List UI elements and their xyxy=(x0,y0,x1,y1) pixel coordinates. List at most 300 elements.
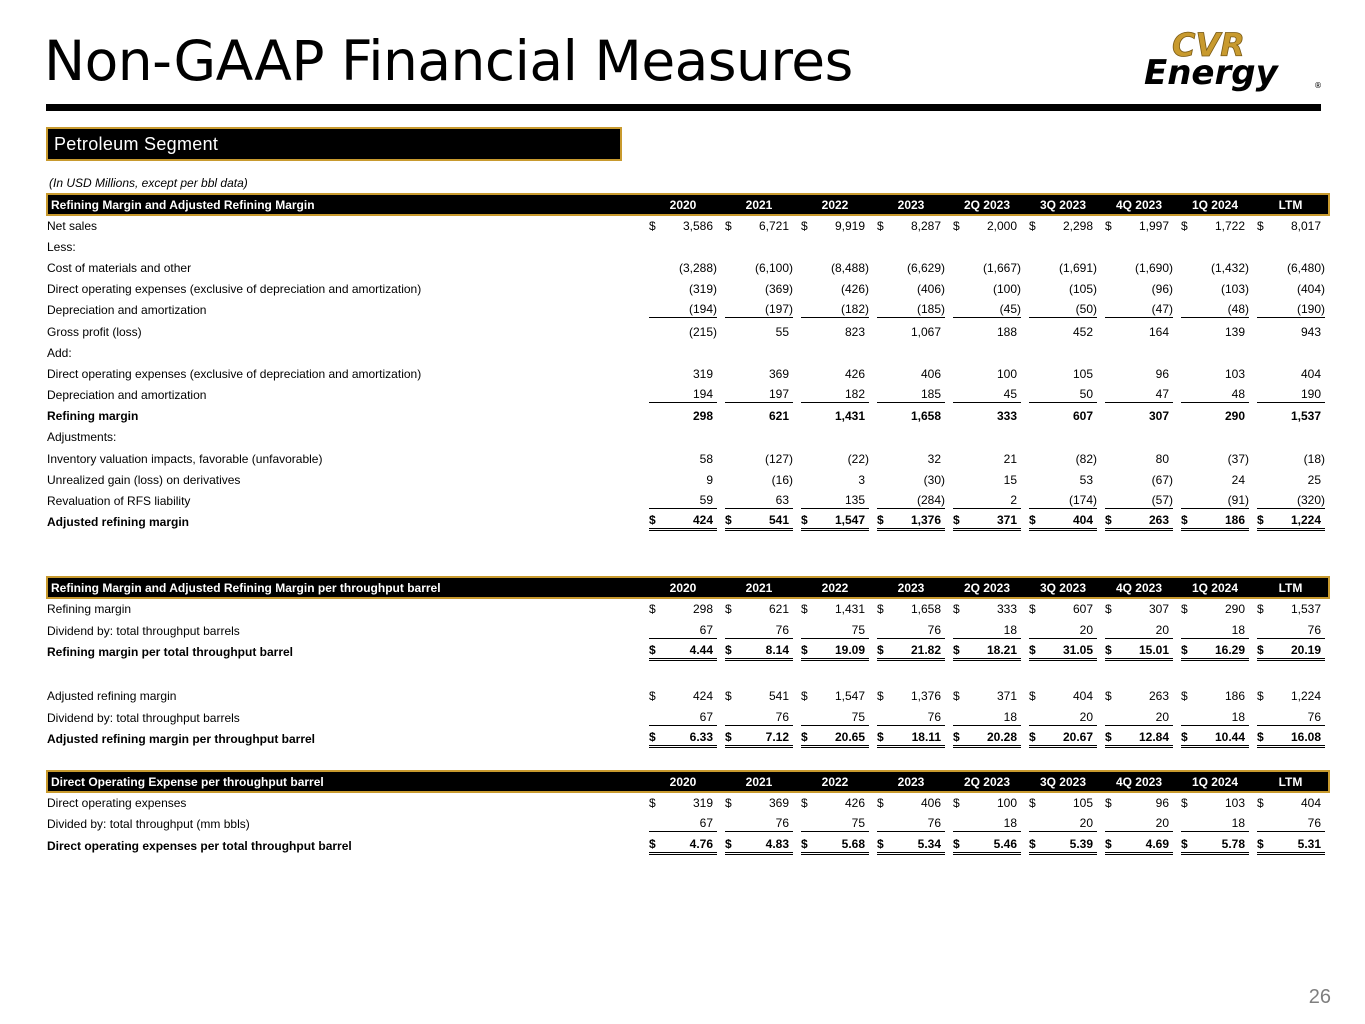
cell-value: 5.34 xyxy=(917,836,941,851)
cell-value: 424 xyxy=(692,513,713,528)
currency-symbol: $ xyxy=(649,836,656,851)
currency-symbol: $ xyxy=(725,643,732,658)
cell-value: 319 xyxy=(692,366,713,381)
cell-value: 607 xyxy=(1072,409,1093,424)
row-value xyxy=(645,385,721,406)
row-value xyxy=(645,663,721,685)
table-row xyxy=(47,685,1329,707)
row-value xyxy=(873,620,949,642)
row-label: Gross profit (loss) xyxy=(47,324,142,339)
cell-value: 5.31 xyxy=(1297,836,1321,851)
cell-value: 18 xyxy=(1231,709,1245,724)
cell-value: 76 xyxy=(1307,622,1321,637)
cell-value: 18 xyxy=(1231,622,1245,637)
row-value xyxy=(1177,363,1253,384)
column-header: 2020 xyxy=(645,194,721,215)
currency-symbol: $ xyxy=(649,643,656,658)
currency-symbol: $ xyxy=(725,602,732,617)
row-value xyxy=(645,620,721,642)
currency-symbol: $ xyxy=(953,219,960,234)
cell-value: 75 xyxy=(851,816,865,831)
cell-value: 76 xyxy=(927,622,941,637)
row-value xyxy=(1177,814,1253,836)
row-label: Depreciation and amortization xyxy=(47,388,207,403)
row-value xyxy=(721,490,797,511)
table-row xyxy=(47,663,1329,685)
cell-value: 8,287 xyxy=(910,219,941,234)
row-value xyxy=(949,792,1025,814)
cell-value: (105) xyxy=(1068,282,1097,297)
currency-symbol: $ xyxy=(953,513,960,528)
row-value xyxy=(873,257,949,278)
row-label: Adjustments: xyxy=(47,430,117,445)
cell-value: 188 xyxy=(996,324,1017,339)
cell-value: 20 xyxy=(1079,709,1093,724)
cell-value: (369) xyxy=(764,282,793,297)
row-value xyxy=(645,236,721,257)
cell-value: 1,431 xyxy=(834,409,865,424)
row-value xyxy=(1101,385,1177,406)
row-value xyxy=(1025,257,1101,278)
currency-symbol: $ xyxy=(1257,513,1264,528)
column-header: LTM xyxy=(1253,771,1329,792)
row-label: Direct operating expenses (exclusive of depreciation and amortization) xyxy=(47,366,422,381)
cell-value: (1,432) xyxy=(1210,260,1249,275)
cell-value: 75 xyxy=(851,622,865,637)
units-note: (In USD Millions, except per bbl data) xyxy=(49,176,248,190)
row-value xyxy=(1177,620,1253,642)
cell-value: 307 xyxy=(1148,602,1169,617)
table-row xyxy=(47,215,1329,236)
cell-value: 197 xyxy=(768,387,789,402)
currency-symbol: $ xyxy=(649,730,656,745)
row-value xyxy=(949,321,1025,342)
cell-value: 21.82 xyxy=(910,643,941,658)
cell-value: 541 xyxy=(768,513,789,528)
cell-value: 190 xyxy=(1300,387,1321,402)
cell-value: 15 xyxy=(1003,472,1017,487)
row-value xyxy=(1101,300,1177,321)
row-value xyxy=(1025,835,1101,857)
currency-symbol: $ xyxy=(1257,836,1264,851)
cell-value: 20.28 xyxy=(986,730,1017,745)
cell-value: 8,017 xyxy=(1290,219,1321,234)
row-value xyxy=(1177,279,1253,300)
row-value xyxy=(1101,598,1177,620)
row-value xyxy=(721,385,797,406)
row-value xyxy=(1253,792,1329,814)
table-row xyxy=(47,385,1329,406)
row-value xyxy=(797,406,873,427)
currency-symbol: $ xyxy=(1181,602,1188,617)
row-value xyxy=(721,406,797,427)
row-value xyxy=(873,406,949,427)
row-value xyxy=(1253,598,1329,620)
cell-value: (127) xyxy=(764,451,793,466)
row-value xyxy=(721,215,797,236)
cell-value: (57) xyxy=(1151,493,1173,508)
column-header: 2021 xyxy=(721,577,797,598)
currency-symbol: $ xyxy=(953,836,960,851)
row-value xyxy=(1253,406,1329,427)
title-rule xyxy=(46,104,1321,111)
currency-symbol: $ xyxy=(649,688,656,703)
cell-value: (320) xyxy=(1296,493,1325,508)
row-value xyxy=(1177,598,1253,620)
column-header: 2022 xyxy=(797,194,873,215)
table-row xyxy=(47,279,1329,300)
cell-value: 404 xyxy=(1072,513,1093,528)
cell-value: 406 xyxy=(920,796,941,811)
cell-value: 5.39 xyxy=(1069,836,1093,851)
currency-symbol: $ xyxy=(877,796,884,811)
row-value xyxy=(1101,257,1177,278)
cell-value: 404 xyxy=(1072,688,1093,703)
column-header: 2Q 2023 xyxy=(949,194,1025,215)
currency-symbol: $ xyxy=(649,219,656,234)
currency-symbol: $ xyxy=(877,219,884,234)
cell-value: 50 xyxy=(1079,387,1093,402)
row-value xyxy=(1025,792,1101,814)
cell-value: 20 xyxy=(1155,816,1169,831)
column-header: 2023 xyxy=(873,194,949,215)
row-value xyxy=(645,512,721,533)
row-value xyxy=(1025,342,1101,363)
segment-label: Petroleum Segment xyxy=(46,127,622,161)
cell-value: 1,224 xyxy=(1290,688,1321,703)
row-value xyxy=(1101,490,1177,511)
cell-value: 80 xyxy=(1155,451,1169,466)
cell-value: 182 xyxy=(844,387,865,402)
row-value xyxy=(1101,835,1177,857)
currency-symbol: $ xyxy=(1029,219,1036,234)
currency-symbol: $ xyxy=(1105,796,1112,811)
cell-value: 18.21 xyxy=(986,643,1017,658)
row-value xyxy=(1177,685,1253,707)
row-value xyxy=(797,490,873,511)
currency-symbol: $ xyxy=(1105,219,1112,234)
row-value xyxy=(1253,300,1329,321)
table-3 xyxy=(46,770,1330,857)
row-value xyxy=(721,707,797,729)
column-header: 2023 xyxy=(873,771,949,792)
row-value xyxy=(1101,641,1177,663)
column-header: 2021 xyxy=(721,771,797,792)
row-value xyxy=(949,835,1025,857)
cell-value: 541 xyxy=(768,688,789,703)
cell-value: 76 xyxy=(927,709,941,724)
row-label: Revaluation of RFS liability xyxy=(47,494,191,509)
row-value xyxy=(645,469,721,490)
currency-symbol: $ xyxy=(1181,688,1188,703)
cell-value: (174) xyxy=(1068,493,1097,508)
row-value xyxy=(1253,257,1329,278)
currency-symbol: $ xyxy=(877,643,884,658)
row-value xyxy=(1177,236,1253,257)
cell-value: 20 xyxy=(1079,816,1093,831)
row-value xyxy=(1101,620,1177,642)
cell-value: 1,537 xyxy=(1290,602,1321,617)
row-value xyxy=(1177,448,1253,469)
row-value xyxy=(797,342,873,363)
cell-value: 18 xyxy=(1003,709,1017,724)
row-value xyxy=(797,641,873,663)
table-row xyxy=(47,342,1329,363)
currency-symbol: $ xyxy=(801,730,808,745)
row-value xyxy=(873,685,949,707)
row-value xyxy=(1025,215,1101,236)
row-value xyxy=(1177,728,1253,750)
cell-value: 20.67 xyxy=(1062,730,1093,745)
currency-symbol: $ xyxy=(1257,730,1264,745)
row-value xyxy=(873,321,949,342)
currency-symbol: $ xyxy=(725,219,732,234)
row-value xyxy=(1101,427,1177,448)
row-value xyxy=(797,321,873,342)
cell-value: (48) xyxy=(1227,302,1249,317)
cell-value: 4.83 xyxy=(765,836,789,851)
row-value xyxy=(1101,363,1177,384)
row-value xyxy=(797,835,873,857)
table-row xyxy=(47,236,1329,257)
cell-value: 298 xyxy=(692,602,713,617)
cell-value: 6.33 xyxy=(689,730,713,745)
cell-value: 319 xyxy=(692,796,713,811)
row-value xyxy=(1025,321,1101,342)
cell-value: 424 xyxy=(692,688,713,703)
row-label: Inventory valuation impacts, favorable (unfavorable) xyxy=(47,451,323,466)
cell-value: 404 xyxy=(1300,796,1321,811)
cell-value: 371 xyxy=(996,688,1017,703)
currency-symbol: $ xyxy=(801,643,808,658)
table-row xyxy=(47,257,1329,278)
row-value xyxy=(949,406,1025,427)
row-value xyxy=(873,512,949,533)
cell-value: 2,000 xyxy=(986,219,1017,234)
cell-value: (426) xyxy=(840,282,869,297)
row-value xyxy=(721,685,797,707)
currency-symbol: $ xyxy=(1029,796,1036,811)
row-value xyxy=(645,427,721,448)
row-value xyxy=(1101,814,1177,836)
currency-symbol: $ xyxy=(877,513,884,528)
column-header: 2020 xyxy=(645,577,721,598)
cell-value: (182) xyxy=(840,302,869,317)
row-value xyxy=(949,512,1025,533)
row-value xyxy=(949,448,1025,469)
cell-value: 20 xyxy=(1155,622,1169,637)
table-row xyxy=(47,300,1329,321)
row-value xyxy=(721,814,797,836)
row-label: Direct operating expenses xyxy=(47,796,187,811)
table-row xyxy=(47,814,1329,836)
row-value xyxy=(1253,512,1329,533)
cell-value: (37) xyxy=(1227,451,1249,466)
cell-value: (50) xyxy=(1075,302,1097,317)
cell-value: 1,224 xyxy=(1290,513,1321,528)
cell-value: (190) xyxy=(1296,302,1325,317)
row-value xyxy=(797,663,873,685)
cell-value: (100) xyxy=(992,282,1021,297)
column-header: 4Q 2023 xyxy=(1101,771,1177,792)
row-value xyxy=(1101,469,1177,490)
cell-value: 1,547 xyxy=(834,688,865,703)
row-value xyxy=(797,728,873,750)
cell-value: 63 xyxy=(775,493,789,508)
row-value xyxy=(873,641,949,663)
cell-value: 18.11 xyxy=(911,730,941,745)
row-value xyxy=(1177,663,1253,685)
cell-value: 426 xyxy=(844,796,865,811)
currency-symbol: $ xyxy=(1181,643,1188,658)
cell-value: 9,919 xyxy=(834,219,865,234)
cell-value: 20 xyxy=(1155,709,1169,724)
row-value xyxy=(645,300,721,321)
cell-value: 1,376 xyxy=(910,688,941,703)
column-header: 3Q 2023 xyxy=(1025,194,1101,215)
row-value xyxy=(1101,685,1177,707)
cell-value: (6,480) xyxy=(1286,260,1325,275)
row-value xyxy=(721,342,797,363)
cell-value: 4.44 xyxy=(689,643,713,658)
row-value xyxy=(1253,685,1329,707)
currency-symbol: $ xyxy=(1029,836,1036,851)
row-value xyxy=(1025,512,1101,533)
cell-value: (284) xyxy=(916,493,945,508)
table-header-row xyxy=(47,771,1329,792)
cell-value: 1,067 xyxy=(910,324,941,339)
row-value xyxy=(873,814,949,836)
currency-symbol: $ xyxy=(877,836,884,851)
currency-symbol: $ xyxy=(801,688,808,703)
cell-value: 1,376 xyxy=(910,513,941,528)
row-value xyxy=(1253,342,1329,363)
currency-symbol: $ xyxy=(1181,836,1188,851)
row-value xyxy=(873,215,949,236)
row-value xyxy=(1101,512,1177,533)
cell-value: 5.68 xyxy=(841,836,865,851)
cell-value: 31.05 xyxy=(1062,643,1093,658)
currency-symbol: $ xyxy=(725,836,732,851)
row-value xyxy=(1025,279,1101,300)
column-header: LTM xyxy=(1253,577,1329,598)
cell-value: 25 xyxy=(1307,472,1321,487)
row-value xyxy=(1025,427,1101,448)
logo-energy-text: Energy xyxy=(1144,53,1278,92)
row-value xyxy=(1253,385,1329,406)
cell-value: 333 xyxy=(996,602,1017,617)
column-header: 3Q 2023 xyxy=(1025,577,1101,598)
cell-value: (3,288) xyxy=(678,260,717,275)
table-row xyxy=(47,469,1329,490)
row-value xyxy=(873,490,949,511)
table-header-row xyxy=(47,577,1329,598)
cell-value: 369 xyxy=(768,366,789,381)
currency-symbol: $ xyxy=(1105,643,1112,658)
page-number: 26 xyxy=(1308,986,1331,1008)
row-value xyxy=(797,707,873,729)
row-value xyxy=(645,215,721,236)
column-header: 2021 xyxy=(721,194,797,215)
cell-value: 263 xyxy=(1148,688,1169,703)
row-label: Adjusted refining margin per throughput barrel xyxy=(47,732,316,747)
row-value xyxy=(1101,279,1177,300)
row-value xyxy=(1101,707,1177,729)
currency-symbol: $ xyxy=(1029,602,1036,617)
row-value xyxy=(949,300,1025,321)
cell-value: (18) xyxy=(1303,451,1325,466)
cell-value: 103 xyxy=(1224,796,1245,811)
row-value xyxy=(721,279,797,300)
cell-value: 9 xyxy=(706,472,713,487)
row-value xyxy=(1253,641,1329,663)
cell-value: 48 xyxy=(1231,387,1245,402)
currency-symbol: $ xyxy=(801,836,808,851)
row-value xyxy=(873,236,949,257)
row-value xyxy=(721,363,797,384)
column-header: 4Q 2023 xyxy=(1101,577,1177,598)
cell-value: 76 xyxy=(1307,709,1321,724)
cell-value: 164 xyxy=(1148,324,1169,339)
cell-value: 186 xyxy=(1224,513,1245,528)
cell-value: 105 xyxy=(1072,366,1093,381)
currency-symbol: $ xyxy=(801,219,808,234)
cell-value: (406) xyxy=(916,282,945,297)
row-value xyxy=(797,620,873,642)
table-row xyxy=(47,427,1329,448)
row-value xyxy=(873,835,949,857)
currency-symbol: $ xyxy=(1105,836,1112,851)
cell-value: (194) xyxy=(688,302,717,317)
table-header-title: Refining Margin and Adjusted Refining Margin xyxy=(47,194,645,215)
currency-symbol: $ xyxy=(649,602,656,617)
cell-value: 3 xyxy=(858,472,865,487)
cell-value: (16) xyxy=(771,472,793,487)
cell-value: 103 xyxy=(1224,366,1245,381)
table-row xyxy=(47,363,1329,384)
row-value xyxy=(1101,236,1177,257)
cell-value: 4.76 xyxy=(689,836,713,851)
cell-value: 5.78 xyxy=(1221,836,1245,851)
row-value xyxy=(1177,490,1253,511)
cell-value: (8,488) xyxy=(830,260,869,275)
row-value xyxy=(1253,321,1329,342)
row-value xyxy=(1177,215,1253,236)
table-row xyxy=(47,321,1329,342)
row-value xyxy=(721,321,797,342)
row-value xyxy=(1253,814,1329,836)
currency-symbol: $ xyxy=(725,796,732,811)
table-1 xyxy=(46,193,1330,533)
cell-value: 1,658 xyxy=(910,602,941,617)
column-header: 1Q 2024 xyxy=(1177,194,1253,215)
row-value xyxy=(797,279,873,300)
cell-value: 1,997 xyxy=(1138,219,1169,234)
row-value xyxy=(797,448,873,469)
row-value xyxy=(1025,236,1101,257)
row-value xyxy=(1101,406,1177,427)
currency-symbol: $ xyxy=(801,602,808,617)
row-value xyxy=(1177,792,1253,814)
cell-value: 185 xyxy=(920,387,941,402)
row-value xyxy=(949,490,1025,511)
row-value xyxy=(1177,257,1253,278)
row-value xyxy=(949,363,1025,384)
cell-value: 426 xyxy=(844,366,865,381)
row-value xyxy=(645,835,721,857)
row-value xyxy=(1101,215,1177,236)
cell-value: (30) xyxy=(923,472,945,487)
